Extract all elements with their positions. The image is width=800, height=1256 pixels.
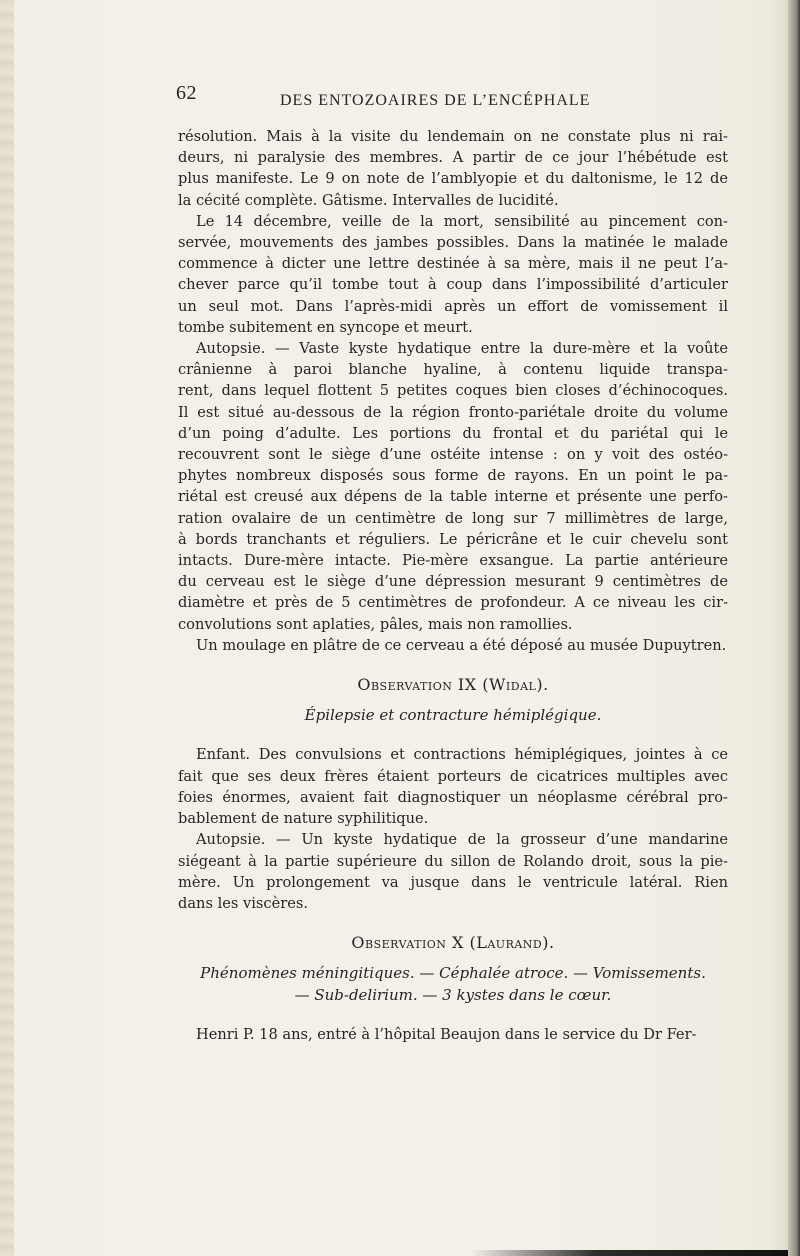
- running-title: DES ENTOZOAIRES DE L’ENCÉPHALE: [280, 92, 591, 109]
- text-line: d’un poing d’adulte. Les portions du frontal et du pariétal qui le: [178, 424, 728, 442]
- text-line: un seul mot. Dans l’après-midi après un effort de vomissement il: [178, 297, 728, 315]
- paragraph-death: [178, 211, 728, 338]
- text-line: à bords tranchants et réguliers. Le péricrâne et le cuir chevelu sont: [178, 530, 728, 548]
- text-line: phytes nombreux disposés sous forme de rayons. En un point le pa-: [178, 467, 728, 485]
- paragraph-autopsie-1: [178, 338, 728, 635]
- text-line: du cerveau est le siège d’une dépression mesurant 9 centimètres de: [178, 573, 728, 591]
- text-line: rent, dans lequel flottent 5 petites coques bien closes d’échinocoques.: [178, 382, 728, 400]
- text-line: mère. Un prolongement va jusque dans le ventricule latéral. Rien: [178, 873, 728, 891]
- text-line: résolution. Mais à la visite du lendemain on ne constate plus ni rai-: [178, 128, 728, 145]
- text-line: siégeant à la partie supérieure du sillon de Rolando droit, sous la pie-: [178, 852, 728, 870]
- text-line: ration ovalaire de un centimètre de long sur 7 millimètres de large,: [178, 509, 728, 527]
- observation-x-paragraph-1: [178, 1024, 728, 1045]
- text-line: la cécité complète. Gâtisme. Intervalles de lucidité.: [178, 191, 559, 209]
- text-line: diamètre et près de 5 centimètres de profondeur. A ce niveau les cir-: [178, 594, 728, 612]
- text-line: convolutions sont aplaties, pâles, mais non ramollies.: [178, 615, 573, 633]
- text-line: tombe subitement en syncope et meurt.: [178, 318, 473, 336]
- text-line: recouvrent sont le siège d’une ostéite intense : on y voit des ostéo-: [178, 446, 728, 464]
- observation-x-subtitle-line-2: — Sub-delirium. — 3 kystes dans le cœur.: [294, 985, 612, 1004]
- page-number: 62: [176, 82, 197, 104]
- text-line: riétal est creusé aux dépens de la table interne et présente une perfo-: [178, 488, 728, 506]
- observation-ix-title: Observation IX (Widal).: [357, 675, 549, 695]
- body-text: [178, 126, 728, 1045]
- observation-ix-subtitle: Épilepsie et contracture hémiplégique.: [304, 706, 602, 725]
- text-line: Autopsie. — Vaste kyste hydatique entre la dure-mère et la voûte: [196, 340, 728, 358]
- page-right-edge: [788, 0, 800, 1256]
- text-line: Un moulage en plâtre de ce cerveau a été déposé au musée Dupuytren.: [196, 636, 727, 654]
- text-line: commence à dicter une lettre destinée à sa mère, mais il ne peut l’a-: [178, 255, 728, 273]
- observation-x-title: Observation X (Laurand).: [351, 933, 555, 953]
- text-line: bablement de nature syphilitique.: [178, 810, 429, 828]
- text-line: Autopsie. — Un kyste hydatique de la grosseur d’une mandarine: [196, 831, 728, 849]
- text-line: dans les viscères.: [178, 894, 308, 912]
- text-line: intacts. Dure-mère intacte. Pie-mère exsangue. La partie antérieure: [178, 552, 728, 570]
- text-line: fait que ses deux frères étaient porteurs de cicatrices multiples avec: [178, 767, 728, 785]
- page-bottom-shadow: [470, 1250, 788, 1256]
- text-line: plus manifeste. Le 9 on note de l’amblyopie et du daltonisme, le 12 de: [178, 170, 728, 188]
- page-binding-edge: [0, 0, 14, 1256]
- text-line: servée, mouvements des jambes possibles. Dans la matinée le malade: [178, 234, 728, 252]
- text-line: Il est situé au-dessous de la région fronto-pariétale droite du volume: [178, 403, 728, 421]
- text-line: chever parce qu’il tombe tout à coup dans l’impossibilité d’articuler: [178, 276, 728, 294]
- text-line: Le 14 décembre, veille de la mort, sensibilité au pincement con-: [196, 212, 728, 230]
- paragraph-moulage: [178, 635, 728, 656]
- text-line: Henri P. 18 ans, entré à l’hôpital Beaujon dans le service du Dr Fer-: [196, 1025, 697, 1043]
- observation-ix-paragraph-2: [178, 829, 728, 914]
- text-line: deurs, ni paralysie des membres. A partir de ce jour l’hébétude est: [178, 149, 728, 167]
- observation-ix-paragraph-1: [178, 744, 728, 829]
- text-line: crânienne à paroi blanche hyaline, à contenu liquide transpa-: [178, 361, 728, 379]
- text-line: Enfant. Des convulsions et contractions hémiplégiques, jointes à ce: [196, 746, 728, 764]
- observation-x-subtitle-line-1: Phénomènes méningitiques. — Céphalée atroce. — Vomissements.: [200, 964, 706, 983]
- text-line: foies énormes, avaient fait diagnostiquer un néoplasme cérébral pro-: [178, 788, 728, 806]
- paragraph-hebetude: [178, 126, 728, 211]
